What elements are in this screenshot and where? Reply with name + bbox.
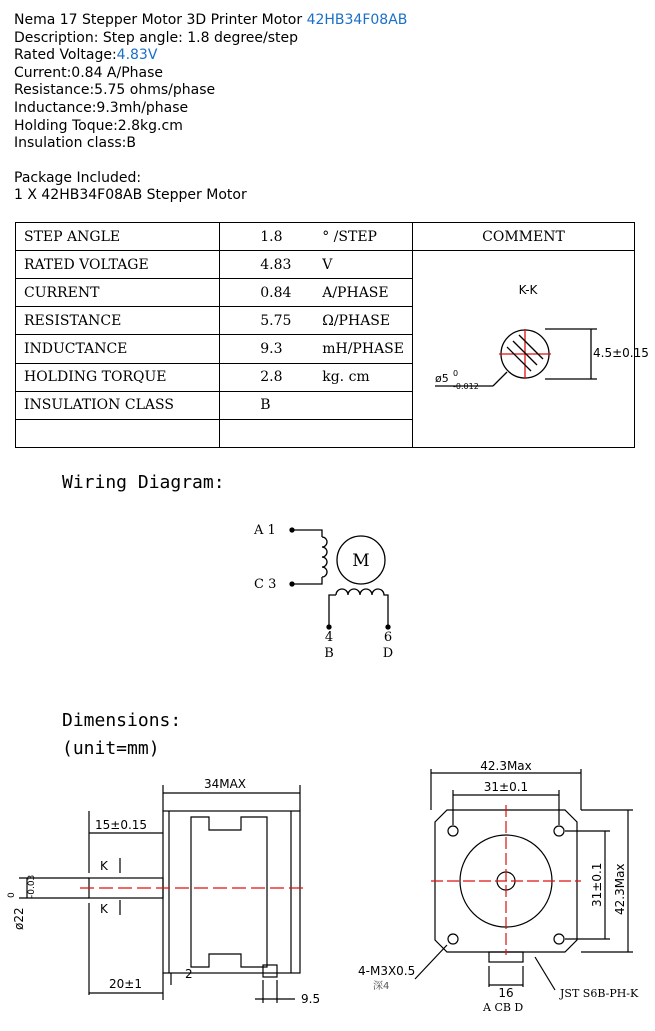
spec-value: 5.75 Ω/PHASE bbox=[220, 307, 413, 335]
table-row bbox=[16, 223, 635, 251]
k-label-bottom: K bbox=[100, 902, 108, 916]
front-view-drawing bbox=[355, 755, 639, 1025]
screw-label: 4-M3X0.5 bbox=[358, 964, 416, 978]
letter-d-label: D bbox=[382, 646, 394, 661]
resistance-line: Resistance:5.75 ohms/phase bbox=[14, 82, 216, 99]
mount-hole bbox=[554, 934, 564, 944]
current-line: Current:0.84 A/Phase bbox=[14, 64, 164, 81]
motor-label: M bbox=[352, 551, 370, 571]
mount-hole bbox=[448, 826, 458, 836]
pin-4-dot bbox=[327, 625, 331, 629]
hatch-line bbox=[519, 335, 543, 359]
pin-c-dot bbox=[290, 582, 294, 586]
body-cutout bbox=[191, 817, 267, 967]
pin-a-dot bbox=[290, 528, 294, 532]
description-line: Description: Step angle: 1.8 degree/step bbox=[14, 29, 299, 46]
height-label: 42.3Max bbox=[613, 863, 627, 915]
spec-value: 1.8 ° /STEP bbox=[220, 223, 413, 251]
model-number: 42HB34F08AB bbox=[306, 12, 408, 28]
letter-b-label: B bbox=[324, 646, 334, 661]
coil-a-c bbox=[294, 530, 327, 584]
hatch-line bbox=[507, 347, 531, 371]
dia-tol-lower: -0.03 bbox=[27, 874, 37, 898]
spec-table bbox=[15, 222, 649, 448]
connector-dim-label: 9.5 bbox=[301, 992, 321, 1006]
dimensions-heading: Dimensions: bbox=[62, 710, 182, 731]
product-title: Nema 17 Stepper Motor 3D Printer Motor 42HB34F08AB bbox=[14, 12, 408, 28]
spec-value: 9.3 mH/PHASE bbox=[220, 335, 413, 363]
spec-name: RESISTANCE bbox=[16, 307, 220, 335]
shaft-dia-label: ø5 bbox=[435, 372, 449, 385]
dim-34-label: 34MAX bbox=[203, 777, 247, 791]
spec-name: RATED VOLTAGE bbox=[16, 251, 220, 279]
dia-label: ø22 bbox=[12, 907, 26, 930]
connector-type-label: JST S6B-PH-K bbox=[560, 987, 639, 1000]
spec-value: 2.8 kg. cm bbox=[220, 363, 413, 391]
comment-header: COMMENT bbox=[413, 223, 635, 251]
product-description bbox=[14, 12, 407, 205]
rated-voltage-line: Rated Voltage:4.83V bbox=[14, 47, 158, 64]
pitch-v-label: 31±0.1 bbox=[590, 862, 604, 907]
pin-6-label: 6 bbox=[383, 630, 393, 645]
wiring-diagram bbox=[248, 515, 448, 665]
wiring-heading: Wiring Diagram: bbox=[62, 472, 225, 493]
spec-name bbox=[16, 419, 220, 447]
holding-torque-line: Holding Toque:2.8kg.cm bbox=[14, 117, 183, 134]
table-row bbox=[16, 251, 635, 279]
package-label: Package Included: bbox=[14, 169, 142, 186]
pin-letters: A CB D bbox=[483, 1001, 524, 1014]
pin-c-label: C 3 bbox=[254, 577, 277, 592]
width-label: 42.3Max bbox=[480, 759, 532, 773]
pitch-label: 31±0.1 bbox=[483, 780, 529, 794]
shaft-tol-lower: -0.012 bbox=[453, 382, 479, 391]
comment-cell bbox=[413, 251, 649, 448]
section-label: K-K bbox=[518, 283, 538, 297]
inductance-line: Inductance:9.3mh/phase bbox=[14, 99, 189, 116]
spec-value: B bbox=[220, 391, 413, 419]
dim-15-label: 15±0.15 bbox=[95, 818, 148, 832]
insulation-line: Insulation class:B bbox=[14, 135, 136, 152]
spec-name: INSULATION CLASS bbox=[16, 391, 220, 419]
spec-value: 4.83 V bbox=[220, 251, 413, 279]
screw-leader bbox=[415, 945, 447, 979]
package-item: 1 X 42HB34F08AB Stepper Motor bbox=[14, 187, 247, 204]
conn-leader bbox=[535, 957, 555, 990]
pin-4-label: 4 bbox=[324, 630, 334, 645]
spec-value bbox=[220, 419, 413, 447]
mount-hole bbox=[554, 826, 564, 836]
pin-6-dot bbox=[386, 625, 390, 629]
shaft-section-drawing bbox=[413, 251, 649, 447]
side-view-drawing bbox=[5, 775, 335, 1025]
screw-depth-label: 深4 bbox=[373, 981, 390, 992]
spec-name: STEP ANGLE bbox=[16, 223, 220, 251]
spec-value: 0.84 A/PHASE bbox=[220, 279, 413, 307]
dim-20-label: 20±1 bbox=[109, 977, 142, 991]
spec-name: CURRENT bbox=[16, 279, 220, 307]
coil-b-d bbox=[329, 589, 388, 627]
shaft-dim-label: 4.5±0.15 bbox=[593, 346, 649, 360]
shaft-tol-upper: 0 bbox=[453, 369, 459, 378]
connector-width-label: 16 bbox=[498, 986, 514, 1000]
motor-body bbox=[163, 811, 300, 973]
body-edge bbox=[169, 811, 291, 973]
flange-label: 2 bbox=[185, 967, 193, 981]
spec-name: HOLDING TORQUE bbox=[16, 363, 220, 391]
spec-name: INDUCTANCE bbox=[16, 335, 220, 363]
rated-voltage-value: 4.83V bbox=[116, 47, 158, 64]
k-label-top: K bbox=[100, 859, 108, 873]
unit-note: (unit=mm) bbox=[62, 738, 160, 759]
pin-a-label: A 1 bbox=[254, 523, 276, 538]
dia-tol-upper: 0 bbox=[7, 892, 17, 898]
mount-hole bbox=[448, 934, 458, 944]
leader-line bbox=[493, 372, 507, 386]
